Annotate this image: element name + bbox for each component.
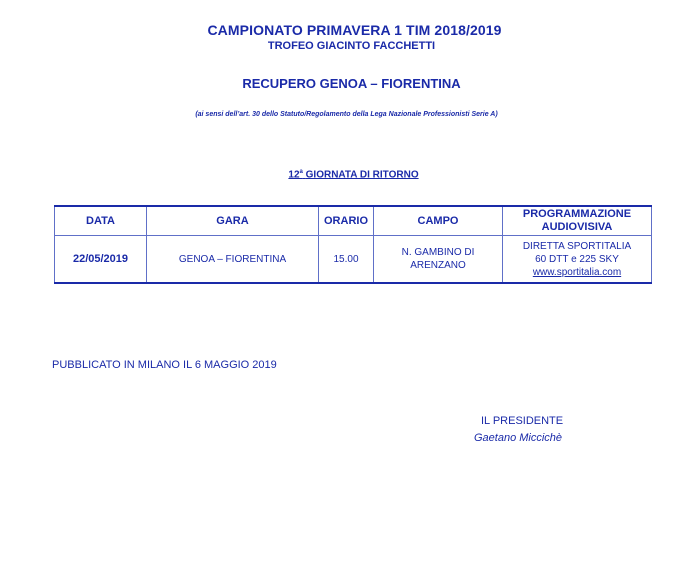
broadcast-numbers: 60 DTT e 225 SKY	[535, 253, 619, 265]
cell-time: 15.00	[319, 236, 374, 284]
round-ordinal-suffix: a	[299, 169, 303, 175]
trophy-subtitle: TROFEO GIACINTO FACCHETTI	[267, 40, 436, 52]
table-row	[55, 236, 652, 284]
match-title: RECUPERO GENOA – FIORENTINA	[242, 76, 461, 91]
table-header-row	[55, 206, 652, 236]
header-data: DATA	[55, 206, 147, 236]
cell-venue: N. GAMBINO DI ARENZANO	[374, 236, 503, 284]
round-label: GIORNATA DI RITORNO	[305, 169, 419, 181]
header-orario: ORARIO	[319, 206, 374, 236]
round-number: 12	[288, 169, 300, 181]
president-title: IL PRESIDENTE	[481, 415, 564, 427]
publication-statement: PUBBLICATO IN MILANO IL 6 MAGGIO 2019	[52, 359, 277, 371]
round-heading	[5, 169, 697, 180]
broadcast-channel: DIRETTA SPORTITALIA	[522, 240, 632, 252]
cell-date: 22/05/2019	[55, 236, 147, 284]
schedule-table	[54, 205, 652, 284]
cell-match: GENOA – FIORENTINA	[147, 236, 319, 284]
header-gara: GARA	[147, 206, 319, 236]
sportitalia-link[interactable]: www.sportitalia.com	[532, 266, 622, 278]
cell-broadcast	[503, 236, 652, 284]
header-campo: CAMPO	[374, 206, 503, 236]
president-name: Gaetano Miccichè	[474, 432, 563, 444]
championship-title: CAMPIONATO PRIMAVERA 1 TIM 2018/2019	[207, 22, 502, 38]
header-programmazione: PROGRAMMAZIONE AUDIOVISIVA	[503, 206, 652, 236]
regulation-note: (ai sensi dell’art. 30 dello Statuto/Regolamento della Lega Nazionale Professionisti Serie A)	[195, 111, 498, 118]
